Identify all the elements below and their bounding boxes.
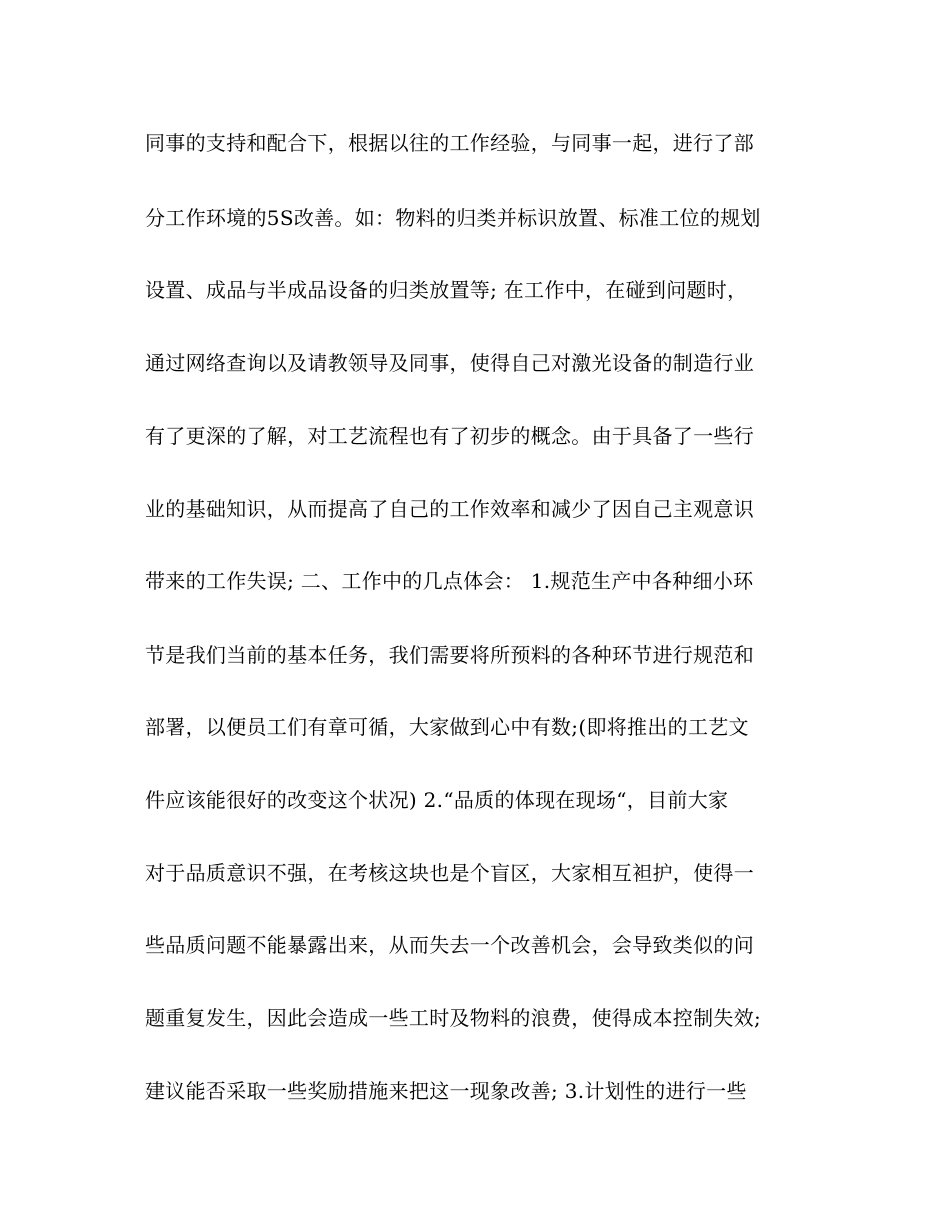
body-text-line: 通过网络查询以及请教领导及同事，使得自己对激光设备的制造行业	[145, 351, 754, 375]
body-text-line: 部署，以便员工们有章可循，大家做到心中有数;(即将推出的工艺文	[145, 715, 749, 739]
body-text-line: 有了更深的了解，对工艺流程也有了初步的概念。由于具备了一些行	[145, 424, 754, 448]
body-text-line: 同事的支持和配合下，根据以往的工作经验，与同事一起，进行了部	[145, 131, 754, 155]
body-text-line: 对于品质意识不强，在考核这块也是个盲区，大家相互袒护，使得一	[145, 861, 754, 885]
body-text-line: 建议能否采取一些奖励措施来把这一现象改善; 3.计划性的进行一些	[145, 1079, 747, 1103]
body-text-line: 分工作环境的5S改善。如：物料的归类并标识放置、标准工位的规划	[145, 206, 761, 230]
body-text-line: 些品质问题不能暴露出来，从而失去一个改善机会，会导致类似的问	[145, 933, 754, 957]
body-text-line: 题重复发生，因此会造成一些工时及物料的浪费，使得成本控制失效;	[145, 1006, 762, 1030]
body-text-line: 件应该能很好的改变这个状况) 2.“品质的体现在现场“，目前大家	[145, 788, 729, 812]
body-text-line: 设置、成品与半成品设备的归类放置等; 在工作中，在碰到问题时，	[145, 278, 748, 302]
body-text-line: 节是我们当前的基本任务，我们需要将所预料的各种环节进行规范和	[145, 643, 754, 667]
body-text-line: 带来的工作失误; 二、工作中的几点体会： 1.规范生产中各种细小环	[145, 569, 754, 593]
body-text-line: 业的基础知识，从而提高了自己的工作效率和减少了因自己主观意识	[145, 497, 754, 521]
